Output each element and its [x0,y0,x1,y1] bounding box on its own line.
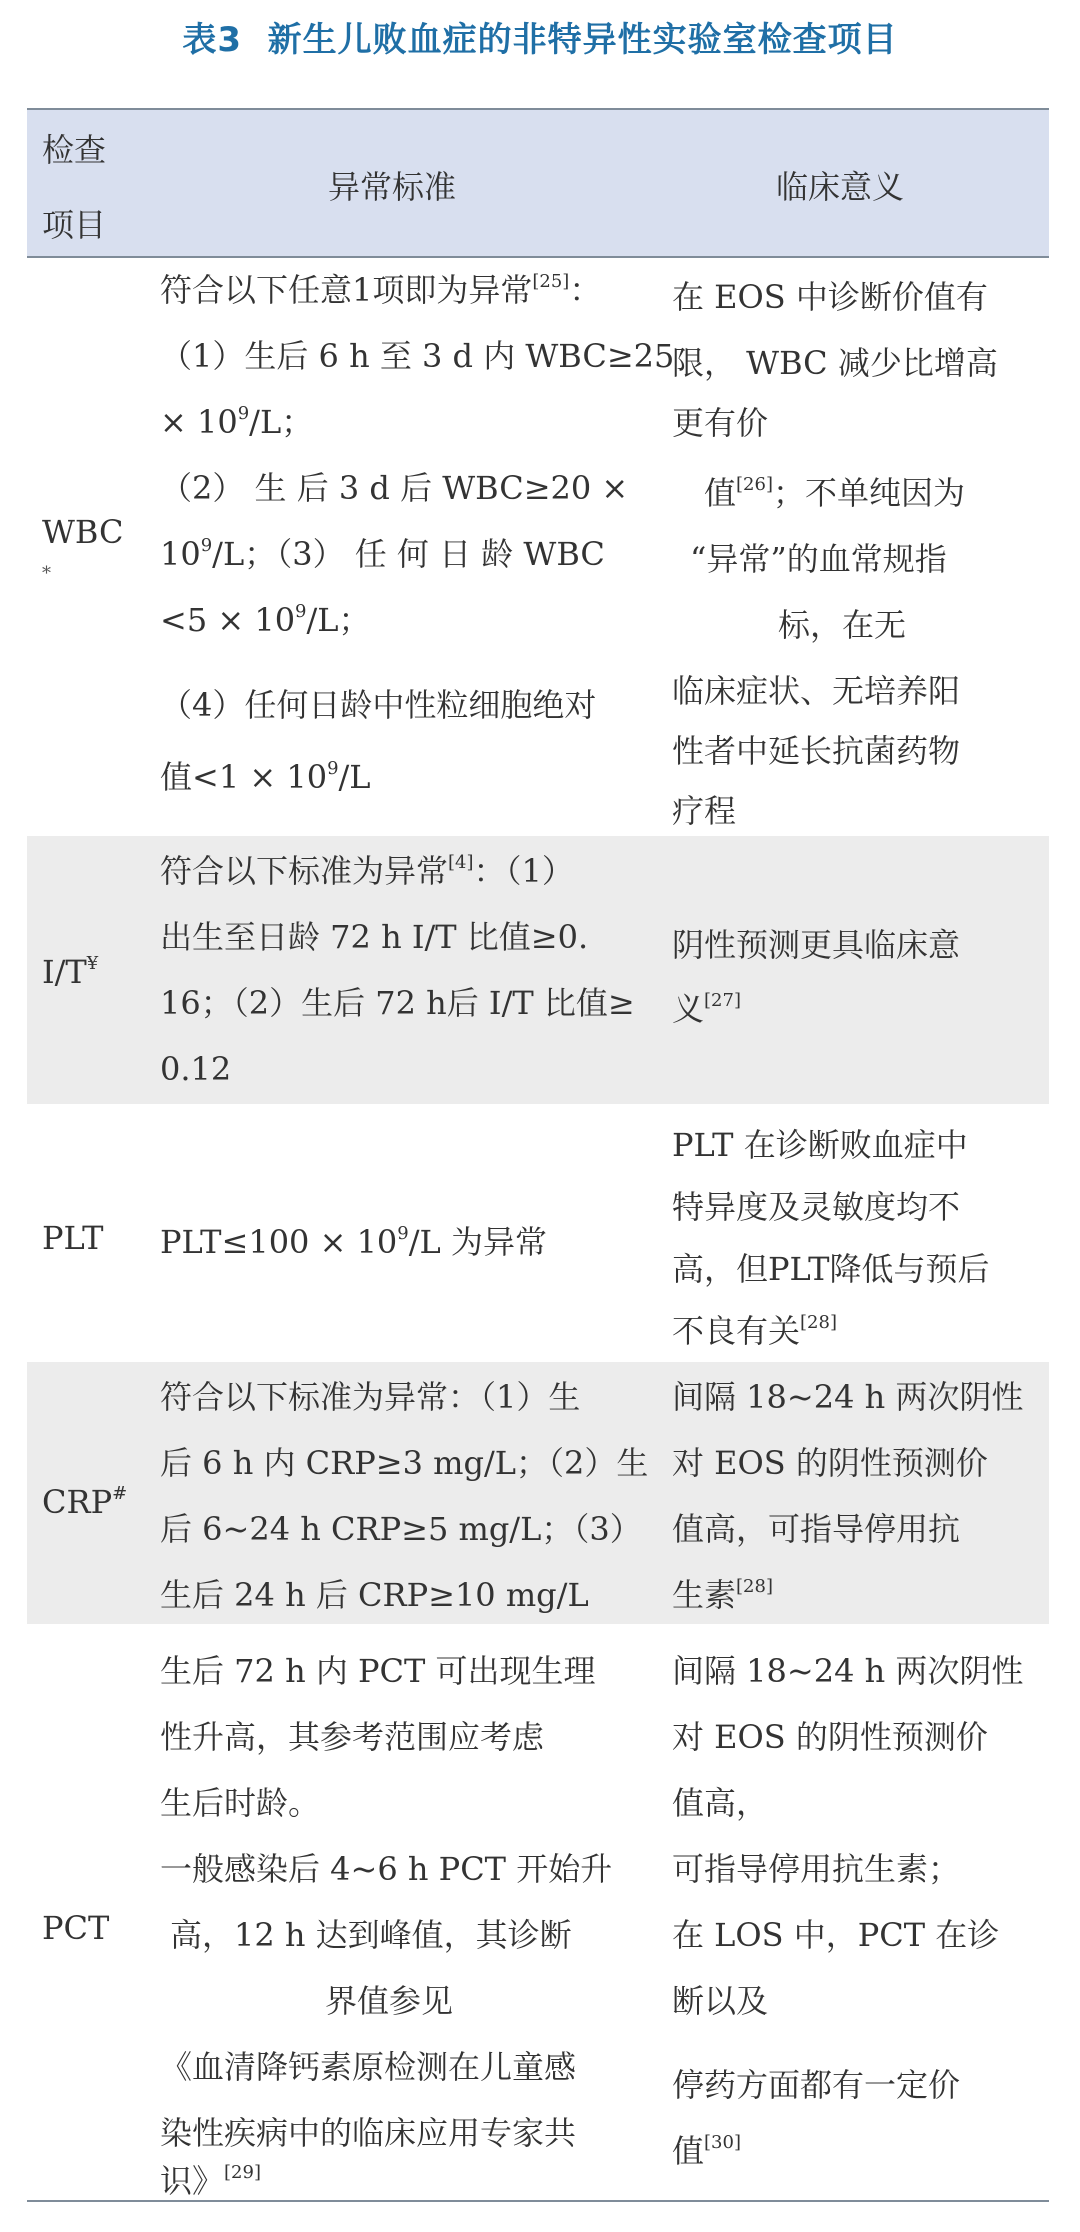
row-label-pct: PCT [42,1909,110,1947]
it-crit-line: 出生至日龄 72 h I/T 比值≥0. [160,918,589,956]
wbc-footnote-mark: * [42,563,51,584]
crp-crit-line: 符合以下标准为异常：（1）生 [160,1378,581,1416]
plt-sig-line: PLT 在诊断败血症中 [672,1126,968,1164]
wbc-crit-line: × $10^9/L$； [160,403,314,441]
header-col-item-line1: 检查 [42,131,107,169]
pct-sig-line: 断以及 [672,1982,769,2020]
plt-sig-line: 特异度及灵敏度均不 [672,1188,961,1226]
wbc-crit-line: （4）任何日龄中性粒细胞绝对 [160,686,597,724]
pct-crit-line: 生后 72 h 内 PCT 可出现生理 [160,1652,596,1690]
crp-crit-line: 生后 24 h 后 CRP≥10 mg/L [160,1576,589,1614]
wbc-crit-line: $10^9/L$；（3） 任 何 日 龄 WBC [160,535,605,573]
pct-sig-line: 可指导停用抗生素； [672,1850,961,1888]
pct-crit-line: 界值参见 [325,1982,454,2020]
wbc-crit-line: （1）生后 6 h 至 3 d 内 WBC≥25 [160,337,675,375]
pct-sig-line: 对 EOS 的阴性预测价 [672,1718,988,1756]
pct-crit-line: 《血清降钙素原检测在儿童感 [160,2048,577,2086]
crp-sig-line: 对 EOS 的阴性预测价 [672,1444,988,1482]
wbc-sig-line: 标，在无 [778,606,907,644]
wbc-sig-line: 性者中延长抗菌药物 [672,732,961,770]
wbc-sig-line: 在 EOS 中诊断价值有 [672,278,988,316]
header-col-significance: 临床意义 [776,168,905,206]
row-label-it: I/T¥ [42,953,99,991]
pct-crit-line: 识》[29] [160,2162,261,2200]
pct-crit-line: 高，12 h 达到峰值，其诊断 [170,1916,572,1954]
pct-sig-line: 间隔 18~24 h 两次阴性 [672,1652,1024,1690]
wbc-sig-line: 临床症状、无培养阳 [672,672,961,710]
table-title: 表3 新生儿败血症的非特异性实验室检查项目 [182,20,898,60]
wbc-crit-line: $<5 \times 10^9/L$； [160,601,371,639]
row-label-wbc: WBC [42,513,124,551]
wbc-crit-line: （2） 生 后 3 d 后 WBC≥20 × [160,469,629,507]
it-crit-line: 16；（2）生后 72 h后 I/T 比值≥ [160,984,635,1022]
it-crit-line: 0.12 [160,1050,232,1088]
wbc-sig-line: 限， WBC 减少比增高 [672,344,998,382]
pct-sig-line: 停药方面都有一定价 [672,2066,961,2104]
pct-crit-line: 生后时龄。 [160,1784,321,1822]
pct-crit-line: 一般感染后 4~6 h PCT 开始升 [160,1850,613,1888]
it-sig-line: 阴性预测更具临床意 [672,926,961,964]
wbc-sig-line: “异常”的血常规指 [690,540,947,578]
wbc-sig-line: 疗程 [672,792,737,830]
wbc-sig-line: 更有价 [672,404,769,442]
plt-sig-line: 不良有关[28] [672,1312,837,1350]
pct-crit-line: 性升高，其参考范围应考虑 [160,1718,545,1756]
crp-sig-line: 值高，可指导停用抗 [672,1510,961,1548]
crp-crit-line: 后 6 h 内 CRP≥3 mg/L；（2）生 [160,1444,649,1482]
pct-crit-line: 染性疾病中的临床应用专家共 [160,2114,577,2152]
pct-sig-line: 值高， [672,1784,769,1822]
row-label-crp: CRP# [42,1483,128,1521]
pct-sig-line: 在 LOS 中，PCT 在诊 [672,1916,1000,1954]
crp-sig-line: 间隔 18~24 h 两次阴性 [672,1378,1024,1416]
wbc-sig-line: 值[26]；不单纯因为 [704,474,965,512]
it-sig-line: 义[27] [672,990,741,1028]
header-col-criteria: 异常标准 [328,168,457,206]
wbc-crit-line: 值$<1 \times 10^9/L$ [160,758,371,796]
wbc-crit-line: 符合以下任意1项即为异常[25]： [160,271,602,309]
row-label-plt: PLT [42,1219,104,1257]
crp-sig-line: 生素[28] [672,1576,773,1614]
plt-sig-line: 高，但PLT降低与预后 [672,1250,990,1288]
plt-crit-line: $PLT\le 100 \times 10^9/L$ 为异常 [160,1223,547,1261]
header-col-item-line2: 项目 [42,206,107,244]
crp-crit-line: 后 6~24 h CRP≥5 mg/L；（3） [160,1510,642,1548]
it-crit-line: 符合以下标准为异常[4]：（1） [160,852,574,890]
pct-sig-line: 值[30] [672,2132,741,2170]
